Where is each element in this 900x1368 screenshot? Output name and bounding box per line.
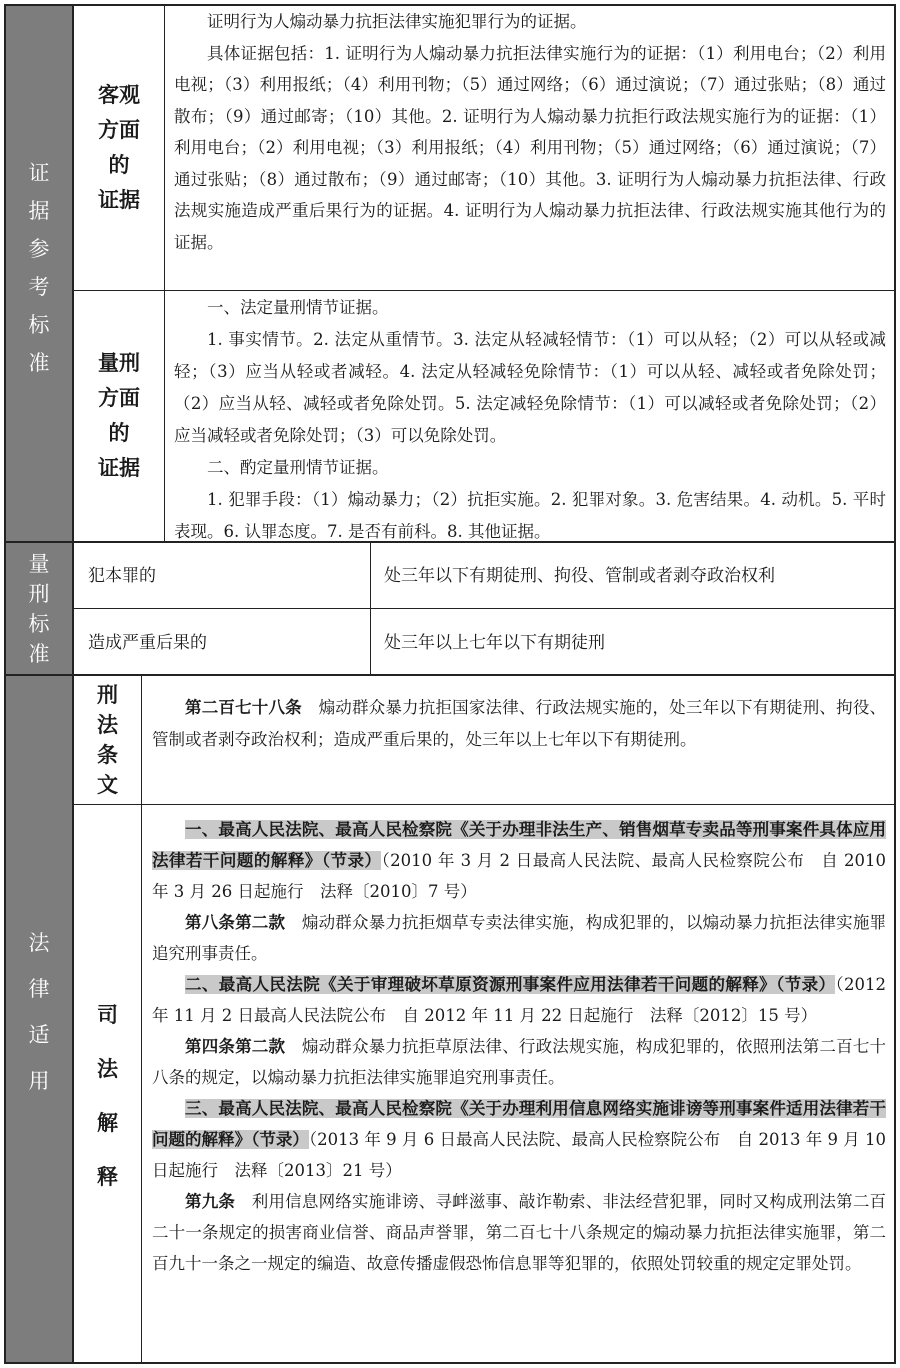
article-paragraph: [152, 692, 886, 756]
paragraph: 具体证据包括：1. 证明行为人煽动暴力抗拒法律实施行为的证据：（1）利用电台；（2）利用电视；（3）利用报纸；（4）利用刊物；（5）通过网络；（6）通过演说；（7）通过张贴；（8）通过散布；（9）通过邮寄；（10）其他。2. 证明行为人煽动暴力抗拒行政法规实施行为的证据：（1）利用电台；（2）利用电视；（3）利用报纸；（4）利用刊物；（5）通过网络；（6）通过演说；（7）通过张贴；（8）通过散布；（9）通过邮寄；（10）其他。3. 证明行为人煽动暴力抗拒法律、行政法规实施造成严重后果行为的证据。4. 证明行为人煽动暴力抗拒法律、行政法规实施其他行为的证据。: [174, 43, 886, 252]
side-char: 考: [28, 275, 50, 299]
label-line: 证据: [98, 188, 140, 212]
label-line: 法: [97, 713, 118, 737]
interpretation-heading: [152, 1093, 886, 1186]
evidence-sidebar: [6, 6, 72, 541]
standard-penalty-2: 处三年以上七年以下有期徒刑: [384, 633, 605, 653]
article-body: 煽动群众暴力抗拒烟草专卖法律实施，构成犯罪的，以煽动暴力抗拒法律实施罪追究刑事责任。: [152, 913, 887, 963]
interpretation-heading: [152, 969, 886, 1031]
side-char: 法: [28, 931, 50, 955]
judicial-interpretation-text: [152, 814, 886, 1279]
label-line: 解: [97, 1111, 118, 1135]
paragraph: 1. 事实情节。2. 法定从重情节。3. 法定从轻减轻情节：（1）可以从轻；（2）可以从轻或减轻；（3）应当从轻或者减轻。4. 法定从轻减轻免除情节：（1）可以从轻、减轻或者免除处罚；（2）应当从轻、减轻或者免除处罚。5. 法定减轻免除情节：（1）可以减轻或者免除处罚；（2）应当减轻或者免除处罚；（3）可以免除处罚。: [174, 330, 886, 445]
interpretation-article: [152, 907, 886, 969]
side-char: 刑: [28, 582, 50, 606]
article-body: 利用信息网络实施诽谤、寻衅滋事、敲诈勒索、非法经营犯罪，同时又构成刑法第二百二十一条规定的损害商业信誉、商品声誉罪，第二百七十八条规定的煽动暴力抗拒法律实施罪，第二百九十一条之一规定的编造、故意传播虚假恐怖信息罪等犯罪的，依照处罚较重的规定定罪处罚。: [152, 1192, 887, 1273]
side-char: 用: [28, 1069, 50, 1093]
criminal-law-text: [152, 692, 886, 756]
sentencing-evidence-text: [174, 292, 886, 548]
article-number: 第八条第二款: [185, 913, 286, 932]
side-char: 律: [28, 977, 50, 1001]
label-line: 证据: [98, 456, 140, 480]
standard-condition-1: 犯本罪的: [88, 566, 156, 586]
article-body: 煽动群众暴力抗拒国家法律、行政法规实施的，处三年以下有期徒刑、拘役、管制或者剥夺政治权利；造成严重后果的，处三年以上七年以下有期徒刑。: [152, 698, 887, 749]
side-char: 据: [28, 199, 50, 223]
side-char: 标: [28, 313, 50, 337]
paragraph: 1. 犯罪手段：（1）煽动暴力；（2）抗拒实施。2. 犯罪对象。3. 危害结果。4. 动机。5. 平时表现。6. 认罪态度。7. 是否有前科。8. 其他证据。: [174, 490, 886, 541]
sentencing-evidence-label: [74, 346, 164, 486]
label-line: 方面: [98, 118, 140, 142]
interpretation-heading: [152, 814, 886, 907]
evidence-side-label: [6, 154, 72, 382]
standard-side-label: [6, 549, 72, 669]
article-number: 第四条第二款: [185, 1037, 286, 1056]
interpretation-title: 三、最高人民法院、最高人民检察院《关于办理利用信息网络实施诽谤等刑事案件适用法律若干问题的解释》（节录）: [152, 1099, 886, 1149]
label-line: 释: [97, 1165, 118, 1189]
label-line: 文: [97, 773, 118, 797]
interpretation-source: （2013 年 9 月 6 日最高人民法院、最高人民检察院公布 自 2013 年 9 月 10 日起施行 法释〔2013〕21 号）: [152, 1130, 887, 1180]
side-char: 准: [28, 351, 50, 375]
interpretation-source: （2010 年 3 月 2 日最高人民法院、最高人民检察院公布 自 2010 年 3 月 26 日起施行 法释〔2010〕7 号）: [152, 851, 886, 901]
side-char: 参: [28, 237, 50, 261]
label-line: 客观: [98, 83, 140, 107]
objective-evidence-label: [74, 78, 164, 218]
interpretation-title: 二、最高人民法院《关于审理破坏草原资源刑事案件应用法律若干问题的解释》（节录）: [185, 975, 836, 994]
criminal-law-label: [74, 680, 141, 800]
paragraph: 二、酌定量刑情节证据。: [207, 458, 389, 477]
standard-sidebar: [6, 543, 72, 674]
side-char: 量: [28, 552, 50, 576]
objective-evidence-text: [174, 6, 886, 258]
law-side-label: [6, 920, 72, 1104]
label-line: 条: [97, 743, 118, 767]
side-char: 标: [28, 612, 50, 636]
interpretation-article: [152, 1186, 886, 1279]
label-line: 刑: [97, 683, 118, 707]
label-line: 方面: [98, 386, 140, 410]
standard-condition-2: 造成严重后果的: [88, 633, 207, 653]
label-line: 量刑: [98, 351, 140, 375]
paragraph: 证明行为人煽动暴力抗拒法律实施犯罪行为的证据。: [207, 12, 587, 31]
paragraph: 一、法定量刑情节证据。: [207, 298, 389, 317]
article-body: 煽动群众暴力抗拒草原法律、行政法规实施，构成犯罪的，依照刑法第二百七十八条的规定，以煽动暴力抗拒法律实施罪追究刑事责任。: [152, 1037, 887, 1087]
label-line: 的: [108, 421, 130, 445]
article-number: 第九条: [185, 1192, 236, 1211]
label-line: 法: [97, 1057, 118, 1081]
article-number: 第二百七十八条: [185, 698, 302, 717]
side-char: 准: [28, 642, 50, 666]
law-sidebar: [6, 676, 72, 1362]
side-char: 适: [28, 1023, 50, 1047]
judicial-interpretation-label: [74, 988, 141, 1204]
label-line: 司: [97, 1003, 118, 1027]
interpretation-source: （2012 年 11 月 2 日最高人民法院公布 自 2012 年 11 月 22 日起施行 法释〔2012〕15 号）: [152, 975, 887, 1025]
standard-penalty-1: 处三年以下有期徒刑、拘役、管制或者剥夺政治权利: [384, 566, 775, 586]
side-char: 证: [28, 161, 50, 185]
interpretation-title: 一、最高人民法院、最高人民检察院《关于办理非法生产、销售烟草专卖品等刑事案件具体应用法律若干问题的解释》（节录）: [152, 820, 886, 870]
label-line: 的: [108, 153, 130, 177]
interpretation-article: [152, 1031, 886, 1093]
